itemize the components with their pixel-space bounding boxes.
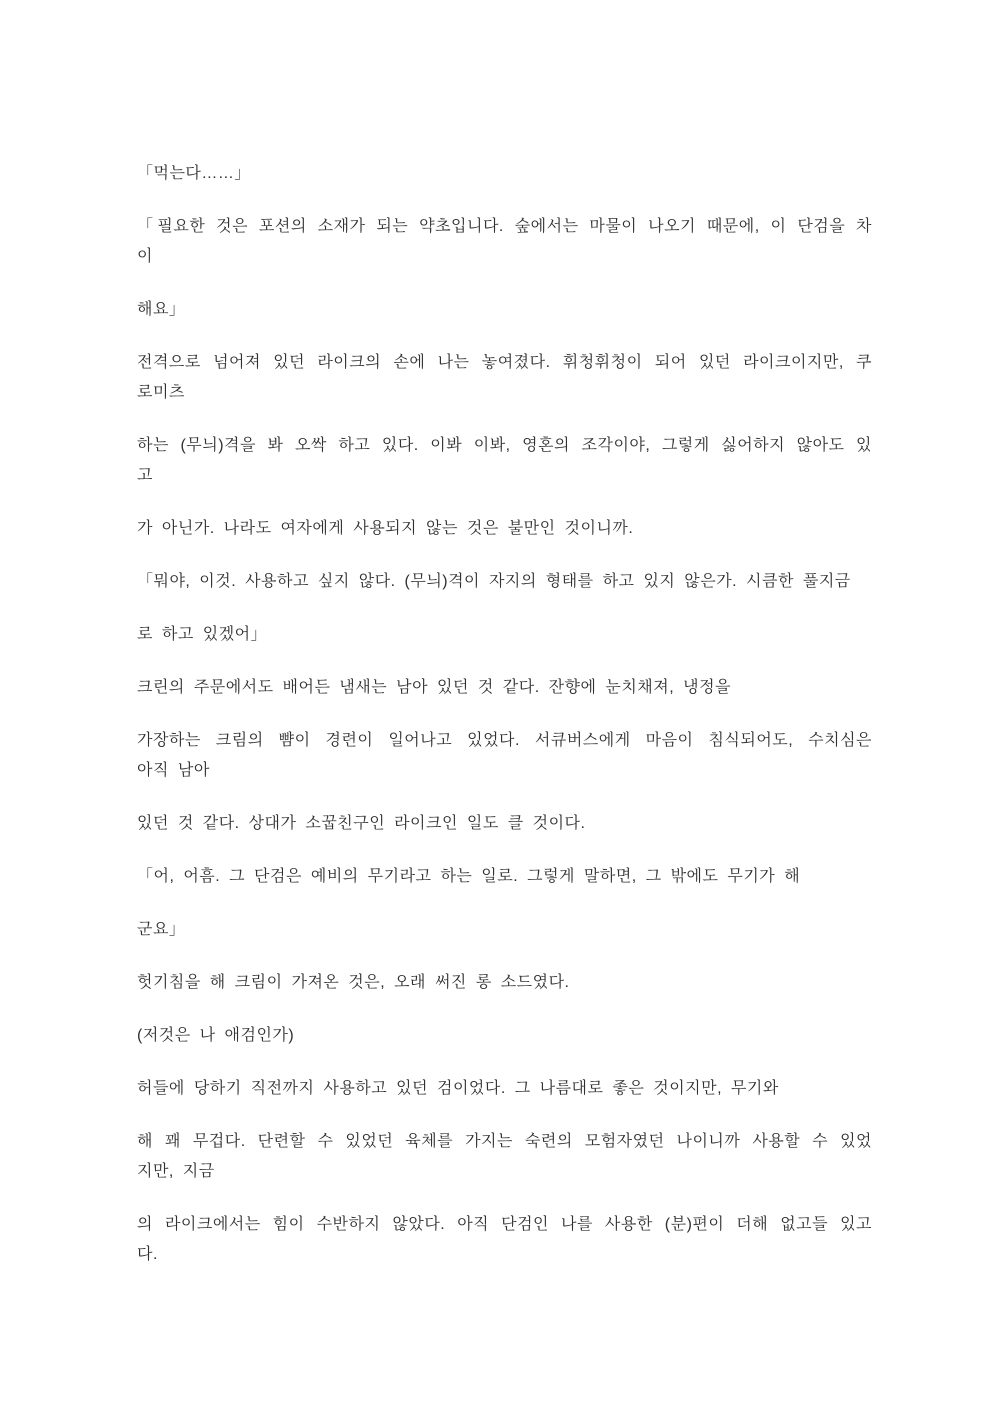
- paragraph: [137, 514, 872, 544]
- text-line: 이: [137, 248, 153, 265]
- paragraph: [137, 726, 872, 786]
- text-line: 아직 남아: [137, 762, 210, 779]
- paragraph: [137, 212, 872, 272]
- text-line: (저것은 나 애검인가): [137, 1027, 295, 1044]
- paragraph: [137, 348, 872, 408]
- paragraph: [137, 295, 872, 325]
- text-line: 지만, 지금: [137, 1163, 215, 1180]
- paragraph: [137, 673, 872, 703]
- paragraph: [137, 431, 872, 491]
- text-content: [137, 159, 872, 1270]
- text-line: 허들에 당하기 직전까지 사용하고 있던 검이었다. 그 나름대로 좋은 것이지만, 무기와: [137, 1080, 779, 1097]
- text-line: 「먹는다……」: [137, 165, 251, 182]
- paragraph: [137, 159, 872, 189]
- text-line: 로미츠: [137, 384, 185, 401]
- text-line: 「뭐야, 이것. 사용하고 싶지 않다. (무늬)격이 자지의 형태를 하고 있지 않은가. 시큼한 풀지금: [137, 573, 851, 590]
- text-line: 있던 것 같다. 상대가 소꿉친구인 라이크인 일도 클 것이다.: [137, 815, 586, 832]
- text-line: 해요」: [137, 301, 186, 318]
- text-line: 고: [137, 467, 153, 484]
- text-line: 로 하고 있겠어」: [137, 626, 268, 643]
- text-line: 헛기침을 해 크림이 가져온 것은, 오래 써진 롱 소드였다.: [137, 974, 570, 991]
- paragraph: [137, 809, 872, 839]
- paragraph: [137, 1021, 872, 1051]
- paragraph: [137, 1127, 872, 1187]
- paragraph: [137, 620, 872, 650]
- text-line: 군요」: [137, 921, 186, 938]
- text-line: 의 라이크에서는 힘이 수반하지 않았다. 아직 단검인 나를 사용한 (분)편이 더해 없고들 있고: [137, 1216, 872, 1233]
- text-line: 가장하는 크림의 뺨이 경련이 일어나고 있었다. 서큐버스에게 마음이 침식되어도, 수치심은: [137, 732, 872, 749]
- text-line: 해 꽤 무겁다. 단련할 수 있었던 육체를 가지는 숙련의 모험자였던 나이니까 사용할 수 있었: [137, 1133, 872, 1150]
- paragraph: [137, 1074, 872, 1104]
- text-line: 「어, 어흠. 그 단검은 예비의 무기라고 하는 일로. 그렇게 말하면, 그 밖에도 무기가 해: [137, 868, 801, 885]
- text-line: 가 아닌가. 나라도 여자에게 사용되지 않는 것은 불만인 것이니까.: [137, 520, 634, 537]
- paragraph: [137, 1210, 872, 1270]
- paragraph: [137, 915, 872, 945]
- paragraph: [137, 862, 872, 892]
- text-line: 크린의 주문에서도 배어든 냄새는 남아 있던 것 같다. 잔향에 눈치채져, 냉정을: [137, 679, 731, 696]
- text-line: 「필요한 것은 포션의 소재가 되는 약초입니다. 숲에서는 마물이 나오기 때문에, 이 단검을 차: [137, 218, 872, 235]
- paragraph: [137, 567, 872, 597]
- text-line: 전격으로 넘어져 있던 라이크의 손에 나는 놓여졌다. 휘청휘청이 되어 있던 라이크이지만, 쿠: [137, 354, 872, 371]
- text-line: 하는 (무늬)격을 봐 오싹 하고 있다. 이봐 이봐, 영혼의 조각이야, 그렇게 싫어하지 않아도 있: [137, 437, 872, 454]
- text-line: 다.: [137, 1246, 158, 1263]
- paragraph: [137, 968, 872, 998]
